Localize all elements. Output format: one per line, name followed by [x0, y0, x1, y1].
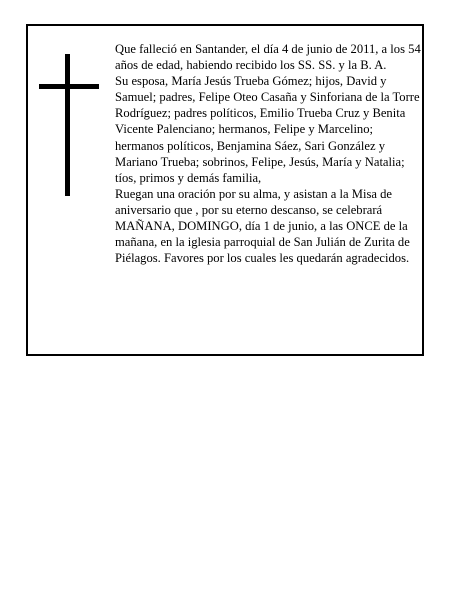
obituary-text [115, 41, 421, 266]
mass-invitation-paragraph: Ruegan una oración por su alma, y asistan a la Misa de aniversario que , por su eterno descanso, se celebrará MAÑANA, DOMINGO, día 1 de junio, a las ONCE de la mañana, en la iglesia parroquial de San Julián de Zurita de Piélagos. Favores por los cuales les quedarán agradecidos. [115, 186, 410, 266]
cross-vertical-bar [65, 54, 70, 196]
family-list-paragraph: Su esposa, María Jesús Trueba Gómez; hijos, David y Samuel; padres, Felipe Oteo Casaña y Sinforiana de la Torre Rodríguez; padres políticos, Emilio Trueba Cruz y Benita Vicente Palenciano; hermanos, Felipe y Marcelino; hermanos políticos, Benjamina Sáez, Sari González y Mariano Trueba; sobrinos, Felipe, Jesús, María y Natalia; tíos, primos y demás familia, [115, 74, 420, 185]
obituary-notice-frame [26, 24, 424, 356]
death-announcement-paragraph: Que falleció en Santander, el día 4 de junio de 2011, a los 54 años de edad, habiendo recibido los SS. SS. y la B. A. [115, 42, 421, 73]
cross-horizontal-bar [39, 84, 99, 89]
cross-icon [39, 54, 99, 196]
